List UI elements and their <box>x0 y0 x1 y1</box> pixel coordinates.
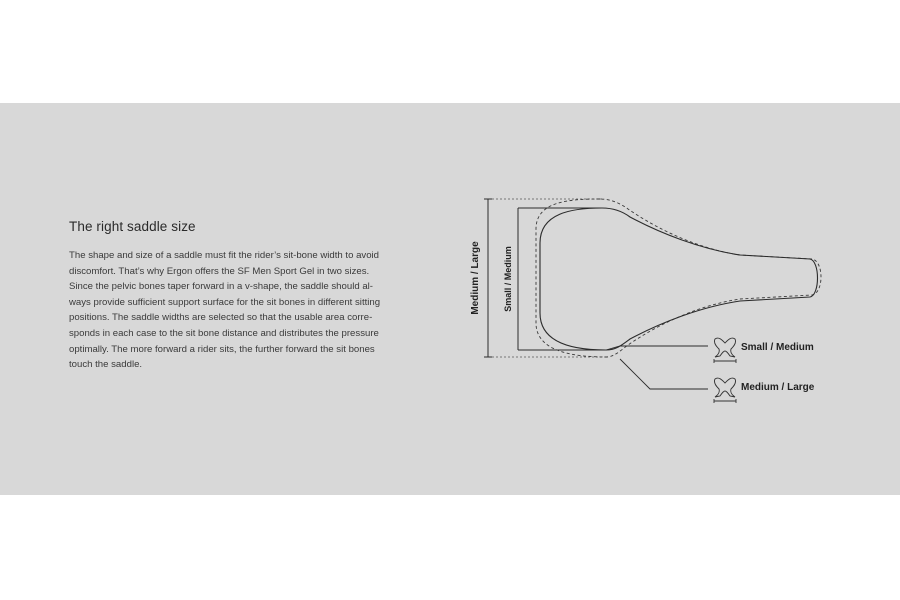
pelvis-icon <box>714 378 736 403</box>
body-line: The shape and size of a saddle must fit the rider’s sit-bone width to avoid <box>69 250 380 261</box>
body-line: Since the pelvic bones taper forward in a v-shape, the saddle should al- <box>69 281 373 293</box>
section-body <box>69 248 441 373</box>
body-line: optimally. The more forward a rider sits, the further forward the sit bones <box>69 343 375 355</box>
body-line: sponds in each case to the sit bone distance and distributes the pressure <box>69 327 379 339</box>
legend-small-medium <box>714 338 814 363</box>
legend-label: Medium / Large <box>741 382 815 393</box>
pelvis-icon <box>714 338 736 363</box>
outer-dimension-label: Medium / Large <box>470 241 481 315</box>
text-block <box>69 219 441 373</box>
inner-dimension-label: Small / Medium <box>503 246 513 312</box>
saddle-outline-small-medium <box>540 208 818 350</box>
outer-dimension-line <box>484 199 492 357</box>
saddle-size-panel <box>0 103 900 495</box>
body-line: ways provide sufficient support surface for the sit bones in different sitting <box>69 296 381 308</box>
legend-medium-large <box>714 378 815 403</box>
body-line: touch the saddle. <box>69 359 143 371</box>
saddle-outline-medium-large <box>536 199 821 357</box>
section-title: The right saddle size <box>69 219 196 234</box>
inner-dimension-line <box>518 208 606 350</box>
body-line: positions. The saddle widths are selected so that the usable area corre- <box>69 312 373 324</box>
saddle-diagram <box>460 183 840 413</box>
body-line: discomfort. That’s why Ergon offers the SF Men Sport Gel in two sizes. <box>69 265 370 277</box>
leader-lines <box>606 346 708 389</box>
legend-label: Small / Medium <box>741 342 814 353</box>
